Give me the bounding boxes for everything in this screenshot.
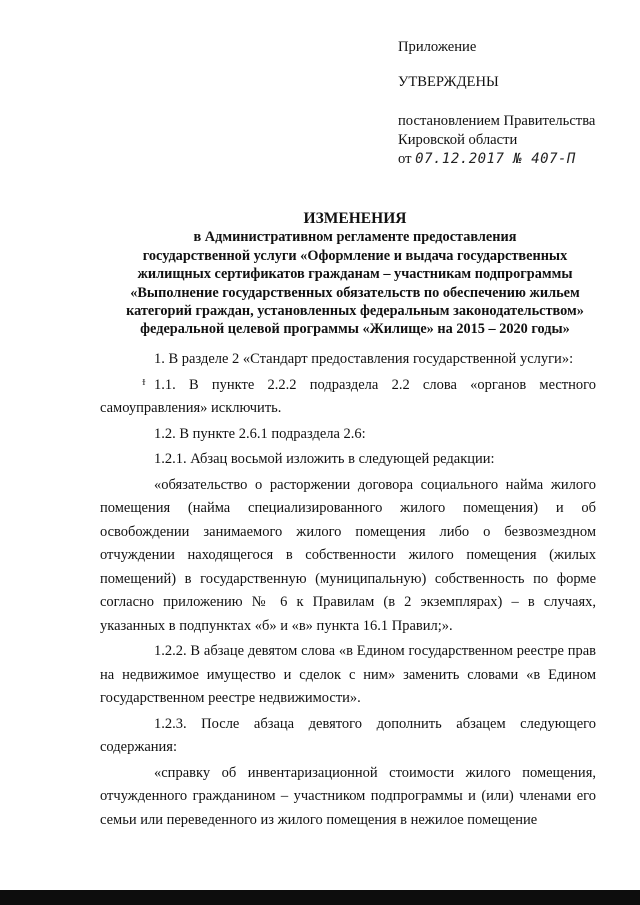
date-prefix: от (398, 151, 412, 167)
title-line-3: жилищных сертификатов гражданам – участникам подпрограммы (137, 266, 573, 283)
approved-label: УТВЕРЖДЕНЫ (398, 74, 499, 90)
handwritten-date-number: 07.12.2017 № 407-П (415, 151, 576, 167)
paragraph-1-2-1: 1.2.1. Абзац восьмой изложить в следующей редакции: (154, 451, 495, 467)
title-line-4: «Выполнение государственных обязательств по обеспечению жильем (130, 284, 580, 301)
appendix-label: Приложение (398, 39, 477, 55)
decree-line-2: Кировской области (398, 132, 518, 148)
paragraph-quote-2: «справку об инвентаризационной стоимости жилого помещения, отчужденного гражданином – участником подпрограммы и (или) членами его семьи или переведенного из жилого помещения в нежилое помещение (100, 764, 596, 828)
document-title (100, 210, 610, 339)
paragraph-1-2-2: 1.2.2. В абзаце девятом слова «в Едином государственном реестре прав на недвижимое имущество и сделок с ним» заменить словами «в Едином государственном реестре недвижимости». (100, 643, 596, 706)
title-line-6: федеральной целевой программы «Жилище» на 2015 – 2020 годы» (140, 321, 570, 338)
margin-mark-icon: ᵻ (142, 373, 146, 388)
title-heading: ИЗМЕНЕНИЯ (303, 210, 407, 227)
paragraph-1-2: 1.2. В пункте 2.6.1 подраздела 2.6: (154, 425, 366, 442)
title-line-1: в Административном регламенте предоставления (193, 229, 517, 246)
paragraph-1: 1. В разделе 2 «Стандарт предоставления государственной услуги»: (154, 351, 574, 367)
scan-bottom-edge (0, 890, 640, 905)
approval-block (398, 38, 628, 169)
paragraph-quote-1: «обязательство о расторжении договора социального найма жилого помещения (найма специализированного жилого помещения) и об освобождении занимаемого жилого помещения либо о безвозмездном отчуждении находящегося в собственности жилого помещения (жилых помещений) в государственную (муниципальную) собственность по форме согласно приложению № 6 к Правилам (в 2 экземплярах) – в случаях, указанных в подпунктах «б» и «в» пункта 16.1 Правил;». (100, 476, 596, 634)
decree-date (398, 150, 628, 169)
title-line-2: государственной услуги «Оформление и выдача государственных (142, 247, 568, 264)
title-line-5: категорий граждан, установленных федеральным законодательством» (126, 303, 584, 320)
paragraph-1-1: 1.1. В пункте 2.2.2 подраздела 2.2 слова «органов местного самоуправления» исключить. (100, 376, 596, 416)
document-body (100, 348, 596, 834)
paragraph-1-2-3: 1.2.3. После абзаца девятого дополнить абзацем следующего содержания: (100, 715, 596, 755)
decree-line-1: постановлением Правительства (398, 113, 596, 129)
